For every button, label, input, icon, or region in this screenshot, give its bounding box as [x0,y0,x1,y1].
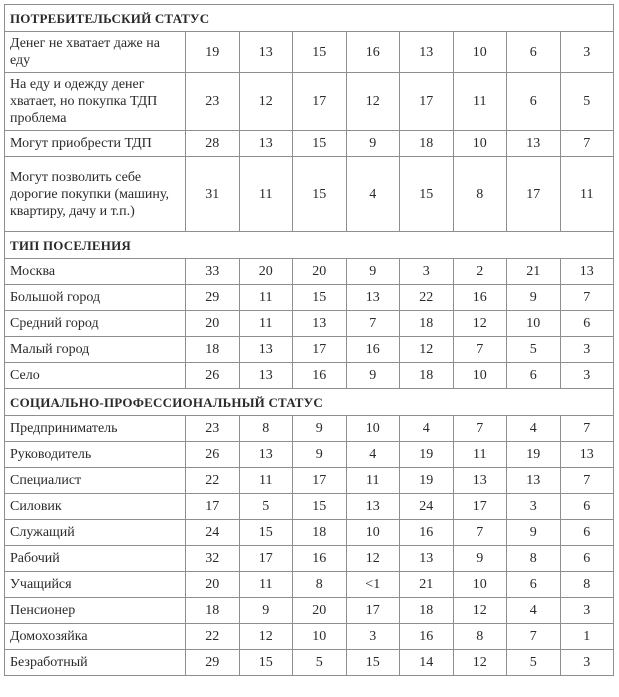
table-cell-value: 8 [239,416,293,442]
table-cell-value: 3 [560,598,614,624]
table-cell-value: 20 [293,259,347,285]
table-cell-value: 19 [400,468,454,494]
table-cell-value: 16 [400,520,454,546]
table-cell-value: 9 [453,546,507,572]
table-cell-value: 10 [453,32,507,73]
table-cell-value: 8 [453,624,507,650]
table-cell-value: 10 [293,624,347,650]
table-cell-value: 16 [293,363,347,389]
table-cell-value: 12 [453,598,507,624]
section-title: ПОТРЕБИТЕЛЬСКИЙ СТАТУС [5,5,614,32]
table-cell-value: 7 [453,520,507,546]
row-label: Село [5,363,186,389]
table-cell-value: 3 [507,494,561,520]
table-cell-value: 4 [346,442,400,468]
table-cell-value: 15 [293,494,347,520]
row-label: Малый город [5,337,186,363]
section-title: ТИП ПОСЕЛЕНИЯ [5,232,614,259]
table-cell-value: 9 [239,598,293,624]
table-cell-value: 10 [453,131,507,157]
table-row [5,520,614,546]
table-row [5,363,614,389]
table-row [5,572,614,598]
table-cell-value: 6 [560,546,614,572]
table-cell-value: 7 [560,131,614,157]
table-cell-value: 11 [239,311,293,337]
table-row [5,468,614,494]
table-cell-value: 13 [239,32,293,73]
row-label: Пенсионер [5,598,186,624]
table-row [5,285,614,311]
table-cell-value: 19 [507,442,561,468]
table-row [5,598,614,624]
table-cell-value: 3 [560,650,614,676]
data-table [4,4,614,676]
table-cell-value: 10 [453,363,507,389]
table-cell-value: 5 [239,494,293,520]
table-cell-value: 17 [400,73,454,131]
table-container [4,4,614,676]
table-row [5,624,614,650]
table-cell-value: 17 [293,337,347,363]
table-cell-value: 7 [560,285,614,311]
table-cell-value: <1 [346,572,400,598]
table-row [5,259,614,285]
table-cell-value: 6 [507,363,561,389]
table-cell-value: 8 [293,572,347,598]
table-cell-value: 13 [400,32,454,73]
table-cell-value: 11 [239,468,293,494]
table-cell-value: 6 [507,572,561,598]
table-cell-value: 9 [507,520,561,546]
table-cell-value: 13 [560,442,614,468]
table-row [5,157,614,232]
table-row [5,416,614,442]
table-cell-value: 20 [186,572,240,598]
table-cell-value: 2 [453,259,507,285]
table-cell-value: 9 [346,363,400,389]
table-cell-value: 15 [293,32,347,73]
table-cell-value: 6 [507,32,561,73]
table-cell-value: 7 [453,416,507,442]
table-cell-value: 23 [186,73,240,131]
table-row [5,494,614,520]
table-cell-value: 15 [239,650,293,676]
table-cell-value: 15 [293,157,347,232]
table-cell-value: 11 [453,442,507,468]
table-cell-value: 20 [186,311,240,337]
table-cell-value: 13 [346,494,400,520]
table-cell-value: 24 [186,520,240,546]
table-cell-value: 13 [239,442,293,468]
table-cell-value: 31 [186,157,240,232]
table-cell-value: 19 [400,442,454,468]
table-cell-value: 3 [346,624,400,650]
table-cell-value: 20 [293,598,347,624]
row-label: Москва [5,259,186,285]
table-cell-value: 29 [186,650,240,676]
table-cell-value: 21 [507,259,561,285]
table-cell-value: 4 [507,416,561,442]
table-cell-value: 18 [186,598,240,624]
table-cell-value: 12 [453,650,507,676]
table-cell-value: 15 [293,285,347,311]
table-cell-value: 3 [560,337,614,363]
table-cell-value: 24 [400,494,454,520]
table-cell-value: 15 [400,157,454,232]
table-row [5,311,614,337]
table-cell-value: 11 [560,157,614,232]
table-cell-value: 11 [239,285,293,311]
table-cell-value: 8 [453,157,507,232]
table-cell-value: 13 [293,311,347,337]
table-cell-value: 13 [507,131,561,157]
table-cell-value: 6 [560,520,614,546]
row-label: Домохозяйка [5,624,186,650]
table-cell-value: 15 [239,520,293,546]
row-label: Средний город [5,311,186,337]
table-cell-value: 3 [400,259,454,285]
table-cell-value: 7 [560,416,614,442]
table-cell-value: 16 [453,285,507,311]
table-cell-value: 12 [400,337,454,363]
table-cell-value: 22 [186,468,240,494]
table-cell-value: 5 [507,337,561,363]
table-cell-value: 26 [186,363,240,389]
table-cell-value: 12 [239,73,293,131]
row-label: Могут позволить себе дорогие покупки (машину, квартиру, дачу и т.п.) [5,157,186,232]
row-label: Большой город [5,285,186,311]
table-cell-value: 16 [346,32,400,73]
table-cell-value: 5 [560,73,614,131]
row-label: Рабочий [5,546,186,572]
table-cell-value: 16 [293,546,347,572]
table-cell-value: 9 [346,259,400,285]
table-cell-value: 10 [507,311,561,337]
table-cell-value: 12 [453,311,507,337]
table-row [5,650,614,676]
table-body [5,5,614,676]
table-cell-value: 17 [239,546,293,572]
table-cell-value: 12 [346,73,400,131]
table-row [5,546,614,572]
table-cell-value: 23 [186,416,240,442]
table-cell-value: 17 [186,494,240,520]
row-label: На еду и одежду денег хватает, но покупка ТДП проблема [5,73,186,131]
table-cell-value: 12 [239,624,293,650]
table-cell-value: 11 [346,468,400,494]
table-cell-value: 15 [346,650,400,676]
table-cell-value: 9 [293,442,347,468]
row-label: Силовик [5,494,186,520]
row-label: Безработный [5,650,186,676]
table-cell-value: 1 [560,624,614,650]
table-cell-value: 28 [186,131,240,157]
table-cell-value: 12 [346,546,400,572]
table-cell-value: 10 [346,416,400,442]
table-cell-value: 11 [453,73,507,131]
table-cell-value: 8 [507,546,561,572]
table-cell-value: 18 [293,520,347,546]
table-cell-value: 19 [186,32,240,73]
row-label: Специалист [5,468,186,494]
table-row [5,32,614,73]
table-cell-value: 10 [346,520,400,546]
table-cell-value: 13 [239,131,293,157]
table-row [5,337,614,363]
table-cell-value: 13 [239,363,293,389]
table-row [5,73,614,131]
table-cell-value: 3 [560,32,614,73]
table-cell-value: 17 [346,598,400,624]
table-cell-value: 5 [507,650,561,676]
row-label: Служащий [5,520,186,546]
table-cell-value: 16 [346,337,400,363]
table-cell-value: 9 [346,131,400,157]
table-cell-value: 18 [400,311,454,337]
table-cell-value: 22 [400,285,454,311]
table-cell-value: 17 [293,468,347,494]
table-cell-value: 4 [507,598,561,624]
table-cell-value: 22 [186,624,240,650]
table-cell-value: 18 [400,598,454,624]
row-label: Руководитель [5,442,186,468]
table-cell-value: 6 [560,311,614,337]
table-cell-value: 13 [400,546,454,572]
table-cell-value: 21 [400,572,454,598]
table-cell-value: 16 [400,624,454,650]
table-cell-value: 10 [453,572,507,598]
section-header-row [5,232,614,259]
row-label: Могут приобрести ТДП [5,131,186,157]
table-cell-value: 4 [400,416,454,442]
table-cell-value: 17 [293,73,347,131]
table-cell-value: 33 [186,259,240,285]
table-cell-value: 18 [186,337,240,363]
table-cell-value: 11 [239,157,293,232]
table-cell-value: 4 [346,157,400,232]
table-cell-value: 6 [507,73,561,131]
table-cell-value: 7 [453,337,507,363]
table-cell-value: 7 [560,468,614,494]
table-cell-value: 13 [239,337,293,363]
table-cell-value: 15 [293,131,347,157]
section-title: СОЦИАЛЬНО-ПРОФЕССИОНАЛЬНЫЙ СТАТУС [5,389,614,416]
table-cell-value: 17 [507,157,561,232]
table-cell-value: 9 [293,416,347,442]
table-cell-value: 5 [293,650,347,676]
table-cell-value: 32 [186,546,240,572]
table-cell-value: 13 [346,285,400,311]
table-cell-value: 13 [453,468,507,494]
table-cell-value: 7 [346,311,400,337]
table-cell-value: 7 [507,624,561,650]
row-label: Денег не хватает даже на еду [5,32,186,73]
table-cell-value: 17 [453,494,507,520]
table-cell-value: 8 [560,572,614,598]
table-cell-value: 18 [400,131,454,157]
table-cell-value: 29 [186,285,240,311]
table-cell-value: 9 [507,285,561,311]
table-row [5,131,614,157]
table-row [5,442,614,468]
row-label: Учащийся [5,572,186,598]
table-cell-value: 20 [239,259,293,285]
table-cell-value: 6 [560,494,614,520]
section-header-row [5,389,614,416]
table-cell-value: 14 [400,650,454,676]
row-label: Предприниматель [5,416,186,442]
table-cell-value: 13 [507,468,561,494]
table-cell-value: 11 [239,572,293,598]
section-header-row [5,5,614,32]
table-cell-value: 18 [400,363,454,389]
table-cell-value: 26 [186,442,240,468]
table-cell-value: 3 [560,363,614,389]
table-cell-value: 13 [560,259,614,285]
